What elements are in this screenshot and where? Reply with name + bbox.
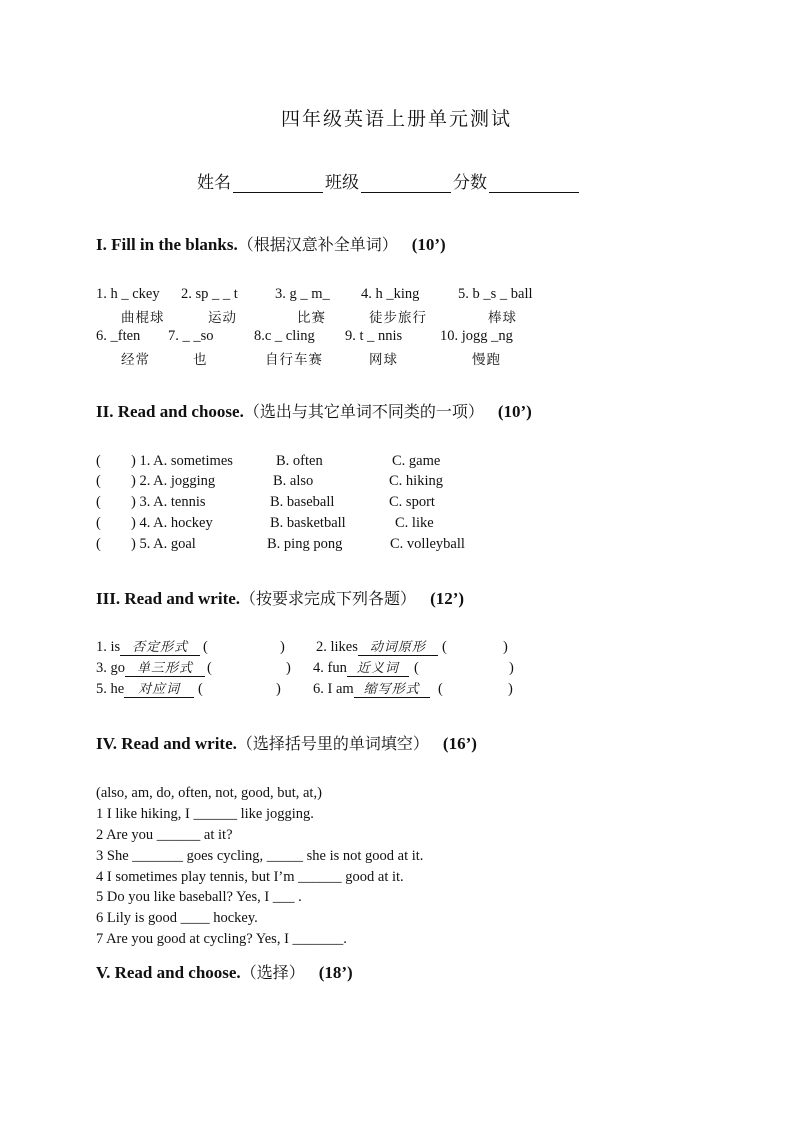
s3-item (316, 639, 438, 656)
s2-question: ) 4. A. hockey (131, 515, 213, 531)
section-5-title: V. Read and choose. (96, 963, 241, 982)
s3-hint[interactable]: 近义词 (347, 662, 409, 677)
s1-item-5: 5. b _s _ ball (458, 286, 533, 302)
s1-item-9: 9. t _ nnis (345, 328, 403, 344)
section-2-note: （选出与其它单词不同类的一项） (243, 402, 484, 421)
s2-question: ) 1. A. sometimes (131, 453, 233, 469)
s2-paren[interactable]: ( (96, 536, 101, 552)
s3-word: 4. fun (313, 660, 347, 676)
s1-hint-5: 棒球 (488, 310, 517, 326)
s4-word-bank: (also, am, do, often, not, good, but, at,) (96, 785, 322, 801)
section-5-heading (96, 960, 353, 983)
page-title: 四年级英语上册单元测试 (280, 108, 512, 130)
s3-word: 2. likes (316, 639, 358, 655)
s1-hint-2: 运动 (208, 310, 237, 326)
s3-close-paren[interactable]: ) (280, 639, 285, 655)
s1-item-2: 2. sp _ _ t (181, 286, 238, 302)
s1-item-10: 10. jogg _ng (440, 328, 513, 344)
s3-open-paren: ( (414, 660, 419, 676)
section-3-title: III. Read and write. (96, 589, 241, 608)
section-3-note: （按要求完成下列各题） (240, 589, 417, 608)
s3-word: 3. go (96, 660, 125, 676)
section-4-points: (16’) (442, 734, 477, 753)
s4-sentence-7: 7 Are you good at cycling? Yes, I _______. (96, 931, 347, 947)
section-5-points: (18’) (318, 963, 353, 982)
s2-question: ) 2. A. jogging (131, 473, 216, 489)
s1-hint-4: 徒步旅行 (369, 310, 427, 326)
s3-close-paren[interactable]: ) (286, 660, 291, 676)
s3-item (96, 660, 205, 677)
section-3-heading (96, 586, 464, 609)
s3-hint[interactable]: 缩写形式 (354, 683, 430, 698)
s2-paren[interactable]: ( (96, 453, 101, 469)
s2-option-b: B. baseball (270, 494, 335, 510)
s3-close-paren[interactable]: ) (276, 681, 281, 697)
s2-paren[interactable]: ( (96, 473, 101, 489)
s3-hint[interactable]: 否定形式 (120, 641, 200, 656)
s1-item-8: 8.c _ cling (254, 328, 315, 344)
s1-item-6: 6. _ften (96, 328, 141, 344)
s1-item-7: 7. _ _so (168, 328, 214, 344)
section-2-points: (10’) (497, 402, 532, 421)
section-1-title: I. Fill in the blanks. (96, 235, 238, 254)
s4-sentence-4: 4 I sometimes play tennis, but I’m ______ good at it. (96, 869, 404, 885)
s3-hint[interactable]: 对应词 (124, 683, 194, 698)
score-label: 分数 (453, 173, 487, 193)
s3-item (313, 660, 409, 677)
s1-hint-7: 也 (193, 352, 208, 368)
s1-item-3: 3. g _ m_ (275, 286, 330, 302)
s1-hint-9: 网球 (369, 352, 398, 368)
s3-open-paren: ( (438, 681, 443, 697)
s2-paren[interactable]: ( (96, 494, 101, 510)
name-blank[interactable] (233, 174, 323, 193)
s2-option-b: B. also (273, 473, 314, 489)
s3-item (313, 681, 430, 698)
s3-open-paren: ( (442, 639, 447, 655)
s2-option-c: C. like (395, 515, 434, 531)
section-4-title: IV. Read and write. (96, 734, 237, 753)
s2-option-c: C. sport (389, 494, 435, 510)
s1-item-1: 1. h _ ckey (96, 286, 160, 302)
s3-word: 5. he (96, 681, 125, 697)
name-label: 姓名 (197, 173, 231, 193)
s3-close-paren[interactable]: ) (508, 681, 513, 697)
section-1-note: （根据汉意补全单词） (237, 235, 398, 254)
s2-option-b: B. often (276, 453, 323, 469)
s2-option-c: C. hiking (389, 473, 443, 489)
s2-option-c: C. volleyball (390, 536, 465, 552)
s3-open-paren: ( (203, 639, 208, 655)
s2-question: ) 5. A. goal (131, 536, 196, 552)
s1-hint-1: 曲棍球 (121, 310, 165, 326)
s3-hint[interactable]: 单三形式 (125, 662, 205, 677)
section-2-heading (96, 399, 532, 422)
s3-hint[interactable]: 动词原形 (358, 641, 438, 656)
s3-word: 1. is (96, 639, 121, 655)
s2-question: ) 3. A. tennis (131, 494, 206, 510)
s4-sentence-3: 3 She _______ goes cycling, _____ she is not good at it. (96, 848, 424, 864)
s1-item-4: 4. h _king (361, 286, 420, 302)
section-4-note: （选择括号里的单词填空） (236, 734, 429, 753)
s2-option-b: B. ping pong (267, 536, 343, 552)
class-blank[interactable] (361, 174, 451, 193)
score-blank[interactable] (489, 174, 579, 193)
s3-open-paren: ( (198, 681, 203, 697)
s2-option-b: B. basketball (270, 515, 346, 531)
s1-hint-6: 经常 (121, 352, 150, 368)
class-label: 班级 (325, 173, 359, 193)
section-1-heading (96, 232, 446, 255)
s3-close-paren[interactable]: ) (503, 639, 508, 655)
s4-sentence-6: 6 Lily is good ____ hockey. (96, 910, 258, 926)
section-4-heading (96, 731, 477, 754)
s3-close-paren[interactable]: ) (509, 660, 514, 676)
s3-open-paren: ( (207, 660, 212, 676)
s4-sentence-5: 5 Do you like baseball? Yes, I ___ . (96, 889, 302, 905)
s3-item (96, 639, 200, 656)
s1-hint-3: 比赛 (297, 310, 326, 326)
s4-sentence-1: 1 I like hiking, I ______ like jogging. (96, 806, 314, 822)
s2-option-c: C. game (392, 453, 441, 469)
s3-word: 6. I am (313, 681, 354, 697)
section-3-points: (12’) (430, 589, 465, 608)
student-info-line (197, 168, 581, 193)
s1-hint-10: 慢跑 (472, 352, 501, 368)
section-2-title: II. Read and choose. (96, 402, 244, 421)
section-5-note: （选择） (240, 963, 305, 982)
s4-sentence-2: 2 Are you ______ at it? (96, 827, 233, 843)
s1-hint-8: 自行车赛 (265, 352, 323, 368)
section-1-points: (10’) (411, 235, 446, 254)
s3-item (96, 681, 194, 698)
s2-paren[interactable]: ( (96, 515, 101, 531)
